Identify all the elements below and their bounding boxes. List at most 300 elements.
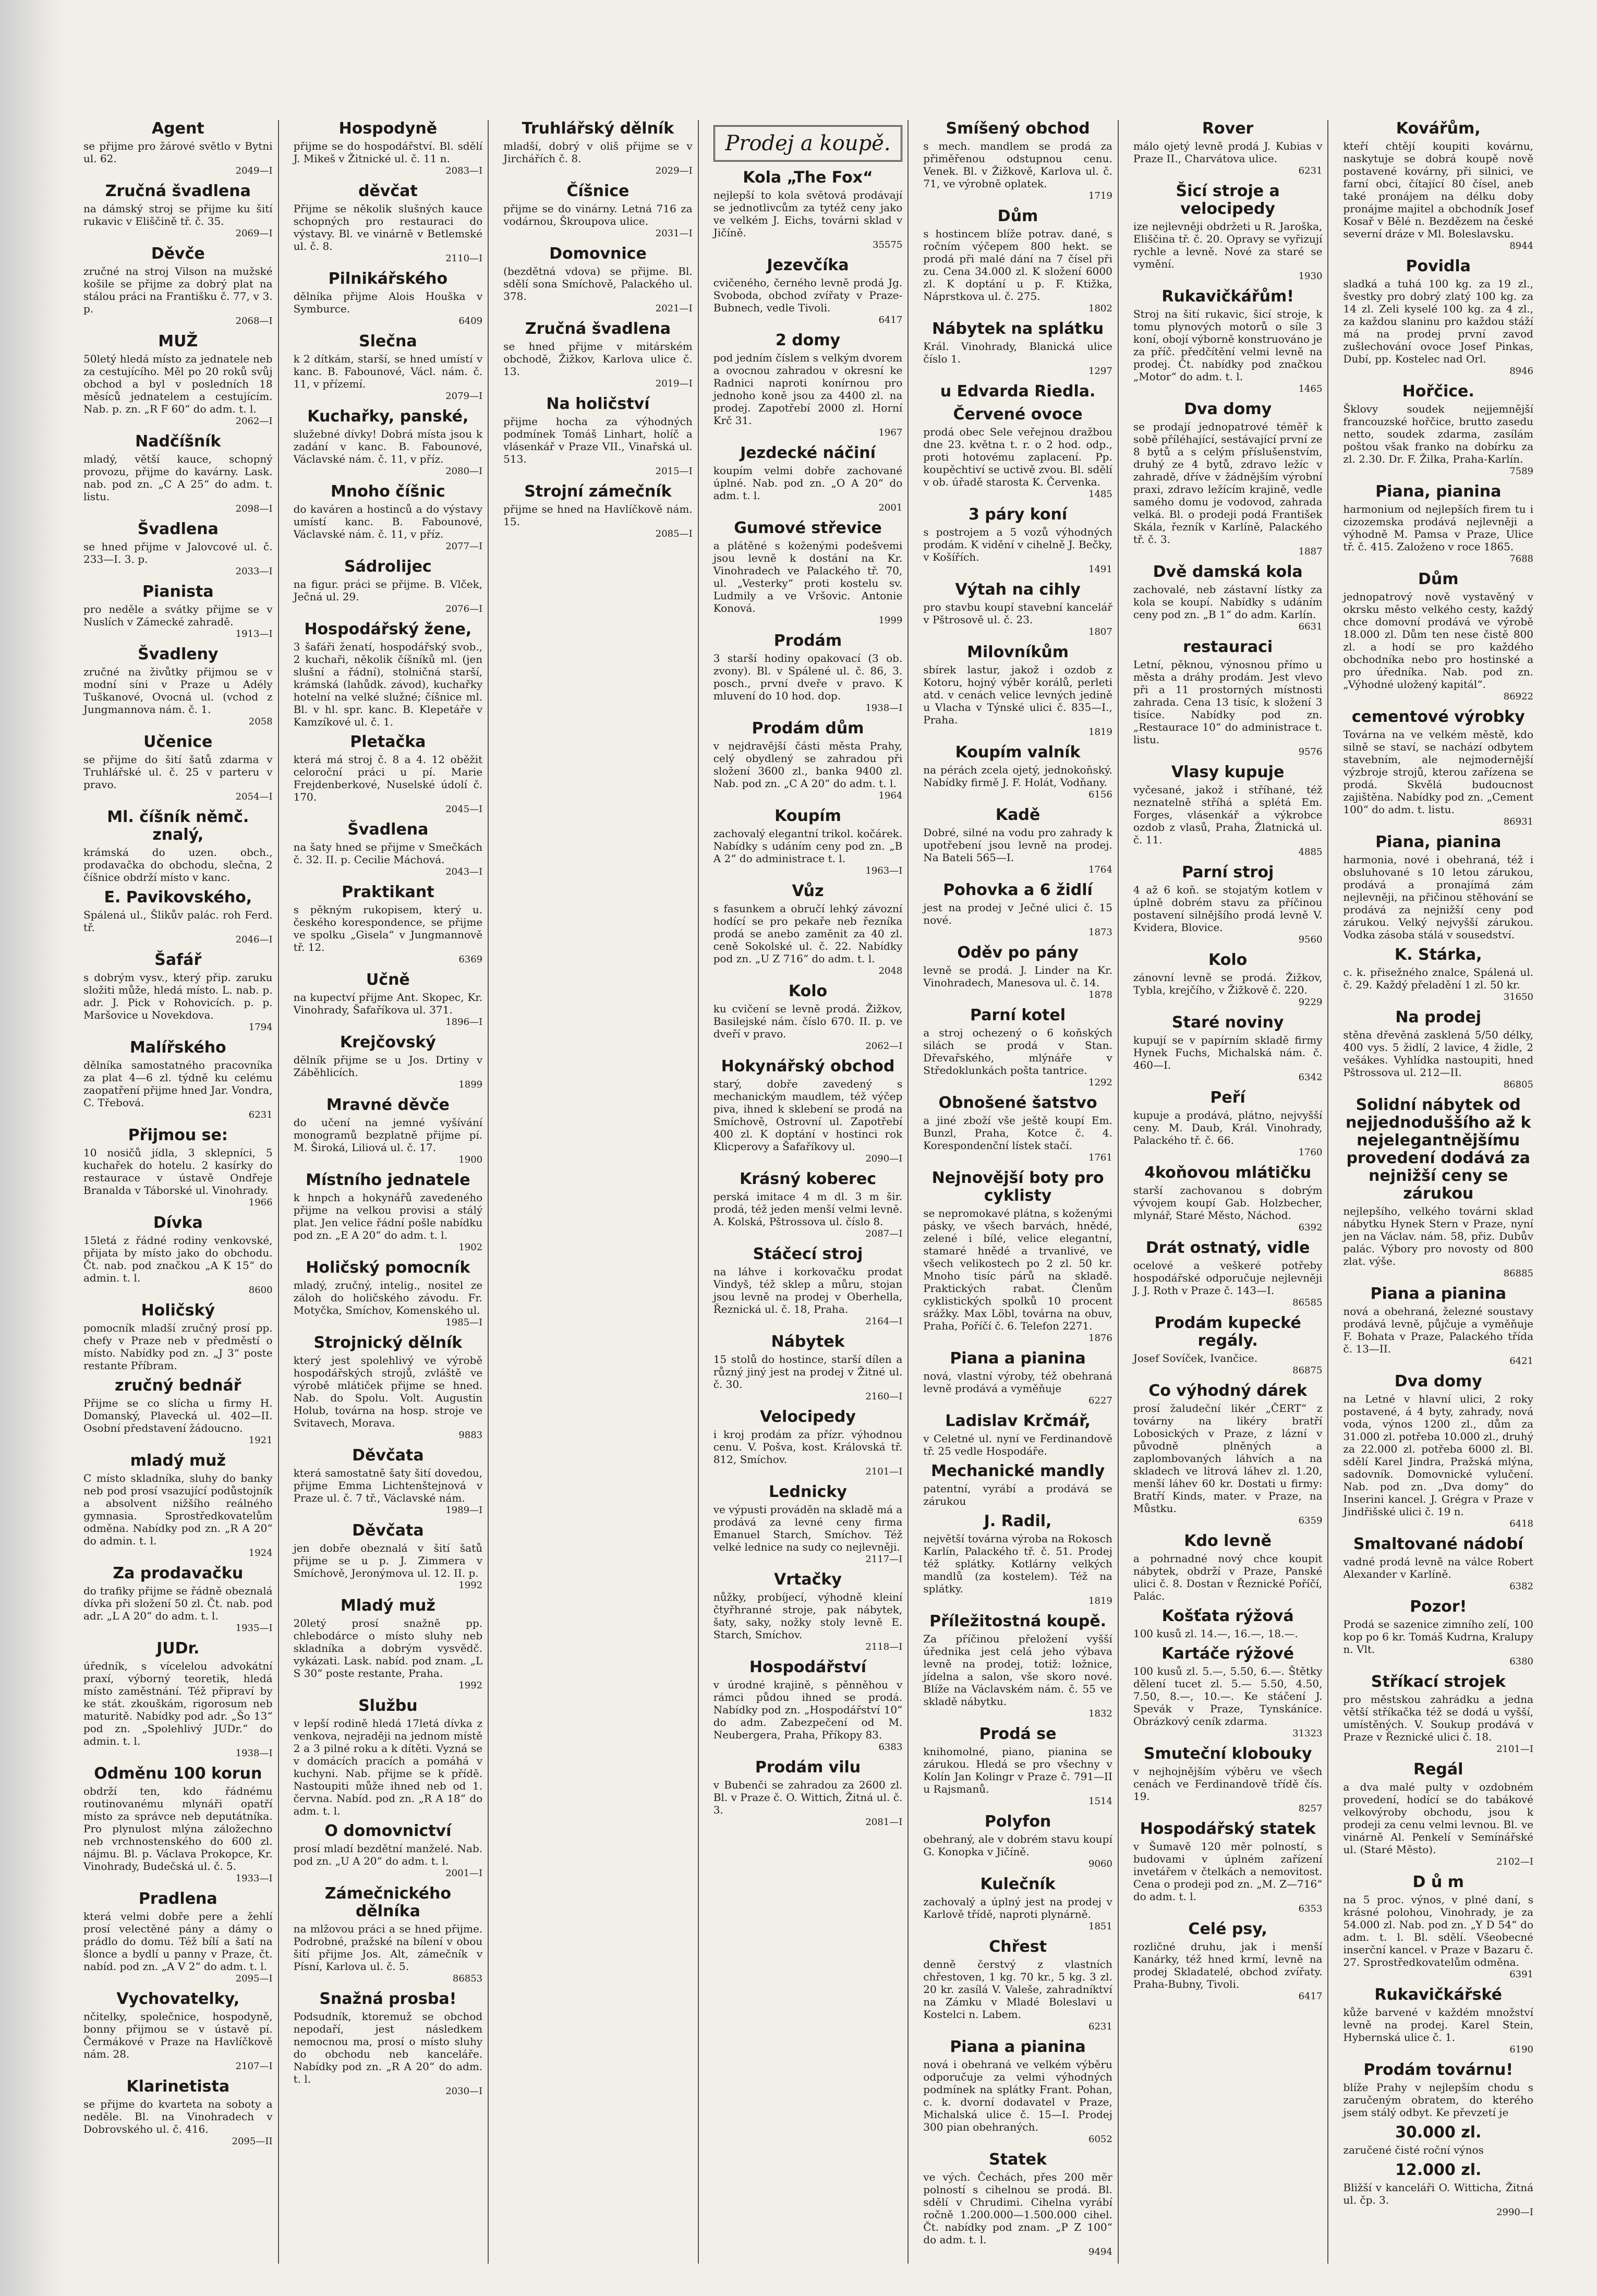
classified-ad (1133, 1645, 1323, 1740)
ad-headline: Koupím (775, 807, 841, 825)
scan-edge (0, 0, 63, 2296)
ad-headline: Pilnikářského (328, 270, 448, 288)
ad-reference-number: 2021—I (655, 303, 693, 314)
classified-ad (294, 884, 483, 966)
ad-body: nejlepší to kola světová prodávají se jednotlivcům za tytéž ceny jako ve velkém J. Eichs, továrni sklad v Jičíně. (713, 189, 903, 239)
ad-headline: Pohovka a 6 židlí (943, 881, 1093, 899)
ad-reference-number: 1719 (1088, 190, 1112, 201)
ad-headline: Vůz (792, 882, 824, 900)
ad-headline: Agent (151, 119, 204, 138)
column-6 (1128, 120, 1329, 2264)
ad-headline: Hospodyně (338, 119, 438, 138)
ad-reference-number: 1760 (1298, 1147, 1323, 1158)
column-5 (918, 120, 1119, 2264)
ad-reference-number: 1764 (1088, 864, 1112, 875)
ad-body: dělníka přijme Alois Houška v Symburce. (293, 290, 483, 315)
ad-reference-number: 2033—I (235, 566, 273, 577)
ad-body: Letní, pěknou, výnosnou přímo u města a dráhy prodám. Jest vlevo při a 11 prostorných místnosti zahrada. Cena 13 tisíc, k složení 3 tisíce. Nabídky pod zn. „Restaurace 10“ do administrace t. listu. (1133, 658, 1323, 746)
ad-headline: Šafář (154, 951, 202, 969)
ad-body: v nejhojnějším výběru ve všech cenách ve Ferdinandově třídě čís. 19. (1133, 1765, 1323, 1803)
column-4 (708, 120, 909, 2264)
classified-ad (294, 333, 483, 403)
ad-body: obdrží ten, kdo řádnému routinovanému mlynáři opatří místo za správce neb deputátníka. Pro plynulost mlýna záložechno neb vrchnostenského do 600 zl. nájmu. Bl. p. Václava Prokopce, Kr. Vinohrady, Budečská ul. č. 5. (83, 1785, 273, 1872)
classified-ad (713, 883, 903, 977)
ad-headline: zručný bednář (115, 1376, 241, 1395)
ad-body: nová i obehraná ve velkém výběru odporučuje za velmi výhodných podmínek na splátky Frant. Pohan, c. k. dvorní dodavatel v Praze, Michalská ulice č. 15—I. Prodej 300 pian obehraných. (923, 2058, 1112, 2133)
ad-headline: Ladislav Krčmář, (945, 1412, 1091, 1430)
ad-headline: Truhlářský dělník (522, 119, 674, 138)
classified-ad (1343, 1986, 1533, 2056)
ad-headline: restauraci (1183, 638, 1273, 656)
ad-body: která velmi dobře pere a žehlí prosí velectěné pány a dámy o prádlo do domu. Též bílí a šatí na šlonce a bydlí u panny v Praze, čt. nabíd. pod zn. „A V 2“ do adm. t. l. (83, 1910, 273, 1973)
classified-ad (294, 821, 483, 878)
ad-reference-number: 1989—I (445, 1505, 483, 1516)
ad-reference-number: 1899 (458, 1079, 483, 1090)
classified-ad (923, 506, 1112, 576)
ad-reference-number: 1985—I (445, 1317, 483, 1328)
classified-ad (1133, 764, 1323, 859)
classified-ad (503, 483, 693, 540)
ad-reference-number: 1930 (1298, 271, 1323, 282)
classified-ad (923, 1725, 1112, 1808)
ad-headline: Milovníkům (967, 643, 1069, 661)
ad-body: 3 šafáři ženatí, hospodářský svob., 2 kuchaři, několik číšníků ml. (jen slušní a řádní), stolničná starší, krámská (lahůdk. závod), kuchařky hotelní na velké služné; číšnice ml. Bl. v hl. spr. kanc. B. Klepetáře v Kamzíkové ul. č. 1. (293, 641, 483, 728)
classified-ad (83, 1890, 273, 1985)
ad-headline: Šicí stroje a velocipedy (1176, 182, 1280, 218)
ad-headline: Učně (366, 971, 410, 989)
ad-reference-number: 1794 (248, 1022, 273, 1033)
classified-ad (83, 183, 273, 240)
classified-ad (1133, 183, 1323, 283)
ad-reference-number: 2046—I (235, 934, 273, 945)
classified-ad (923, 383, 1112, 401)
ad-headline: Kuchařky, panské, (307, 407, 469, 426)
classified-ad (83, 1039, 273, 1121)
ad-headline: Slečna (359, 332, 417, 351)
ad-reference-number: 2076—I (445, 603, 483, 614)
ad-body: v Bubenči se zahradou za 2600 zl. Bl. v Praze č. O. Wittich, Žitná ul. č. 3. (713, 1779, 903, 1816)
classified-ad (1343, 1373, 1533, 1530)
ad-headline: Domovnice (549, 245, 647, 263)
ad-reference-number: 1851 (1088, 1921, 1112, 1932)
ad-body: denně čerstvý z vlastních chřestoven, 1 kg. 70 kr., 5 kg. 3 zl. 20 kr. zasílá V. Valeše, zahradníktví na Zámku v Mladé Boleslavi u Kostelci n. Labem. (923, 1958, 1112, 2021)
ad-reference-number: 2090—I (865, 1153, 903, 1164)
ad-reference-number: 1807 (1088, 626, 1112, 637)
ad-headline: Dům (1418, 570, 1459, 588)
ad-headline: Košťata rýžová (1162, 1607, 1294, 1625)
ad-headline: Hospodářský žene, (304, 620, 472, 638)
ad-headline: Nadčíšník (135, 432, 221, 451)
classified-ad (83, 1565, 273, 1635)
ad-body: jen dobře obeznalá v šití šatů přijme se u p. J. Zimmera v Smíchově, Jeronýmova ul. 12. II. p. (293, 1542, 483, 1579)
ad-reference-number: 2043—I (445, 866, 483, 877)
ad-body: přijme se hned na Havlíčkově nám. 15. (503, 503, 693, 528)
ad-body: Šklovy soudek nejjemnější francouzské hořčice, brutto zasedu netto, soudek zdarma, zasílám poštou však franko na dobírku za zl. 2.30. Dr. F. Žilka, Praha-Karlín. (1343, 403, 1533, 465)
ad-headline: Kdo levně (1184, 1532, 1272, 1550)
classified-ad (923, 1813, 1112, 1870)
classified-ad (713, 983, 903, 1053)
classified-ad (83, 1127, 273, 1209)
ad-reference-number: 6382 (1509, 1581, 1533, 1592)
ad-body: zručné na živůtky přijmou se v modní síni v Praze u Adély Tuškanové, Ovocná ul. (vchod z Jungmannova nám. č. 1. (83, 666, 273, 716)
classified-ad (923, 944, 1112, 1001)
classified-ad (294, 1597, 483, 1692)
ad-headline: Piana a pianina (950, 1349, 1086, 1368)
classified-ad (83, 521, 273, 578)
ad-reference-number: 2019—I (655, 378, 693, 389)
ad-reference-number: 6392 (1298, 1222, 1323, 1233)
ad-body: pod jedním číslem s velkým dvorem a ovocnou zahradou v okresní ke Radnici naproti konírnou pro jednoho koně jsou za 4400 zl. na prodej. Zapotřebí 2000 zl. Horní Krč 31. (713, 352, 903, 427)
ad-reference-number: 4885 (1298, 847, 1323, 857)
classified-ad (503, 245, 693, 315)
ad-headline: Kulečník (980, 1875, 1056, 1893)
ad-body: kupují se v papírním skladě firmy Hynek Fuchs, Michalská nám. č. 460—I. (1133, 1034, 1323, 1071)
ad-body: Přijme se několik slušných kauce schopných pro restauraci do výstavy. Bl. ve vinárně v Betlemské ul. č. 8. (293, 202, 483, 252)
ad-reference-number: 1933—I (235, 1873, 273, 1884)
ad-reference-number: 2030—I (445, 2086, 483, 2097)
classified-ad (1133, 120, 1323, 177)
ad-body: jednopatrový nově vystavěný v okrsku město velkého cesty, každý chce domovní prodává ve výrobě 18.000 zl. Dům ten nese čistě 800 zl. a hodí se pro každého obchodníka nebo pro hostinské a pro úředníka. Nab. pod zn. „Výhodné uložený kapitál“. (1343, 590, 1533, 691)
ad-body: prodá obec Sele veřejnou dražbou dne 23. května t. r. o 2 hod. odp., proti hotovému zaplacení. Pp. koupěchtiví se uctivě zvou. Bl. sdělí v ob. úřadě starosta K. Červenka. (923, 426, 1112, 488)
classified-ad (713, 169, 903, 251)
classified-ad (923, 881, 1112, 939)
ad-headline: Dva domy (1394, 1372, 1482, 1391)
column-3 (498, 120, 699, 2264)
ad-headline: Piana a pianina (1370, 1285, 1506, 1303)
ad-body: 100 kusů zl. 14.—, 16.—, 18.—. (1133, 1627, 1298, 1640)
ad-reference-number: 8946 (1509, 366, 1533, 377)
ad-reference-number: 1999 (878, 615, 903, 626)
ad-reference-number: 2095—I (235, 1973, 273, 1984)
ad-headline: Pradlena (138, 1890, 217, 1908)
ad-body: pro městskou zahrádku a jedna větší stříkačka též se dodá u vyšší, umístěných. V. Soukup prodává v Praze v Řeznické ulici č. 18. (1343, 1693, 1533, 1743)
ad-headline: Dívka (153, 1214, 203, 1232)
ad-reference-number: 6380 (1509, 1656, 1533, 1667)
classified-ad (1133, 1014, 1323, 1084)
ad-body: a stroj ochezený o 6 koňských silách se prodá v Stan. Dřevařského, mlýnáře v Středoklunkách pošta tantrice. (923, 1026, 1112, 1077)
ad-reference-number: 1297 (1088, 366, 1112, 377)
classified-ad (294, 1885, 483, 1985)
ad-reference-number: 1292 (1088, 1077, 1112, 1088)
ad-headline: Smuteční klobouky (1143, 1745, 1312, 1763)
ad-headline: Klarinetista (126, 2077, 230, 2096)
classified-ad (1343, 1761, 1533, 1868)
ad-body: na figur. práci se přijme. B. Vlček, Ječná ul. 29. (293, 578, 483, 603)
ad-reference-number: 86585 (1292, 1297, 1323, 1308)
ad-reference-number: 2080—I (445, 466, 483, 477)
ad-headline: Vrtačky (774, 1570, 842, 1589)
ad-body: se přijme pro žárové světlo v Bytni ul. 62. (83, 140, 273, 165)
ad-body: s hostincem blíže potrav. dané, s ročním výčepem 800 hekt. se prodá při malé dání na 7 čísel při zu. Cena 34.000 zl. K složení 6000 zl. K doptání u p. F. Ktižka, Náprstkova ul. č. 275. (923, 227, 1112, 303)
ad-headline: Rukavičkářské (1374, 1986, 1503, 2004)
ad-headline: Smaltované nádobí (1353, 1535, 1523, 1553)
ad-headline: 2 domy (775, 331, 841, 349)
ad-reference-number: 2077—I (445, 541, 483, 552)
classified-ad (713, 257, 903, 327)
ad-reference-number: 9576 (1298, 746, 1323, 757)
ad-headline: Piana, pianina (1375, 833, 1502, 851)
classified-ad (713, 1659, 903, 1754)
classified-ad (83, 1990, 273, 2073)
ad-headline: Kolo (1208, 951, 1248, 969)
ad-headline: Vychovatelky, (116, 1990, 240, 2008)
ad-reference-number: 86875 (1292, 1365, 1323, 1376)
classified-ad (294, 558, 483, 615)
ad-headline: Hospodářský statek (1140, 1820, 1316, 1838)
ad-reference-number: 1924 (248, 1548, 273, 1558)
ad-body: na pérách zcela ojetý, jednokoňský. Nabídky firmě J. F. Holát, Vodňany. (923, 764, 1112, 789)
classified-ad (1133, 1382, 1323, 1527)
ad-body: harmonia, nové i obehraná, též i obsluhované s 10 letou zárukou, prodává a pronajímá zám nejlevněji, na přičinou stěhování se prodává za nejnižší ceny pod zárukou. Velký nejvyšší zárukou. Vodka zásoba stálá v sousedství. (1343, 853, 1533, 941)
ad-headline: Krejčovský (340, 1033, 436, 1052)
ad-body: harmonium od nejlepších firem tu i cizozemska prodává nejlevněji a výhodně M. Pamsa v Praze, Ulice tř. č. 415. Založeno v roce 1865. (1343, 503, 1533, 553)
ad-reference-number: 1938—I (235, 1748, 273, 1759)
ad-body: na šaty hned se přijme v Smečkách č. 32. II. p. Cecilie Máchová. (293, 841, 483, 866)
ad-headline: Prodám dům (752, 719, 864, 738)
ad-body: (bezdětná vdova) se přijme. Bl. sdělí sona Smíchově, Palackého ul. 378. (503, 265, 693, 303)
classified-ad (923, 1938, 1112, 2033)
ad-body: která má stroj č. 8 a 4. 12 oběžit celoroční práci u pí. Marie Frejdenberkové, Nuselské údolí č. 170. (293, 753, 483, 803)
classified-ad (83, 245, 273, 328)
ad-body: v Šumavě 120 měr polností, s budovami v úplném zařízení invetářem v čtelkách a nemovitost. Cena o prodeji pod zn. „M. Z—716“ do adm. t. l. (1133, 1840, 1323, 1903)
ad-body: pro neděle a svátky přijme se v Nuslích v Zámecké zahradě. (83, 603, 273, 628)
ad-body: s pěkným rukopisem, který u. českého korespondence, se přijme ve spolku „Gisela“ v Jungmannově tř. 12. (293, 903, 483, 953)
ad-headline: Malířského (129, 1038, 226, 1057)
classified-ad (294, 1990, 483, 2098)
classified-ad (294, 1447, 483, 1517)
classified-ad (83, 646, 273, 728)
classified-ad (83, 733, 273, 803)
classified-ad (1343, 1673, 1533, 1756)
ad-body: dělníka samostatného pracovníka za plat 4—6 zl. týdně ku celému zaopatření přijme hned Jar. Vondra, C. Třebová. (83, 1059, 273, 1109)
ad-reference-number: 9494 (1088, 2246, 1112, 2257)
ad-headline: Snažná prosba! (319, 1990, 457, 2008)
ad-body: Podsudník, ktoremuž se obchod nepodaří, jest následkem nemocnou ma, prosí o místo sluhy do obchodu neb kanceláře. Nabídky pod zn. „R A 20“ do adm. t. l. (293, 2010, 483, 2085)
ad-body: vyčesané, jakož i stříhané, též neznatelně stříhá a splétá Em. Forges, vlásenkář a výkrobce ozdob z vlasů, Praha, Žlatnická ul. č. 11. (1133, 783, 1323, 846)
ad-body: s mech. mandlem se prodá za přiměřenou odstupnou cenu. Venek. Bl. v Žižkově, Karlova ul. č. 71, ve výrobně oplatek. (923, 140, 1112, 190)
ad-headline: Statek (989, 2150, 1047, 2169)
ad-headline: Prodá se (979, 1725, 1057, 1743)
ad-headline: Přijmou se: (128, 1126, 228, 1144)
classified-ad (923, 1876, 1112, 1933)
ad-reference-number: 8944 (1509, 240, 1533, 251)
ad-reference-number: 1902 (458, 1242, 483, 1253)
ad-reference-number: 1967 (878, 427, 903, 438)
classified-ad (83, 1377, 273, 1447)
classified-ad (83, 889, 273, 946)
classified-ad (294, 408, 483, 478)
classified-ad (923, 644, 1112, 739)
classified-ad (1133, 951, 1323, 1009)
ad-headline: Strojnický dělník (313, 1334, 463, 1352)
ad-reference-number: 2079—I (445, 391, 483, 402)
classified-ad (294, 183, 483, 265)
classified-ad (1133, 1920, 1323, 2003)
ad-body: málo ojetý levně prodá J. Kubias v Praze II., Charvátova ulice. (1133, 140, 1323, 165)
ad-body: přijme hocha za výhodných podmínek Tomáš Linhart, holíč a vlásenkář v Praze VII., Vinařská ul. 513. (503, 415, 693, 465)
classified-ad (713, 1170, 903, 1240)
ad-reference-number: 7688 (1509, 553, 1533, 564)
ad-headline: Nejnovější boty pro cyklisty (931, 1169, 1104, 1205)
ad-headline: Obnošené šatstvo (938, 1094, 1097, 1112)
ad-body: koupím velmi dobře zachované úplné. Nab. pod zn. „O A 20“ do adm. t. l. (713, 464, 903, 502)
classified-ad (83, 433, 273, 515)
ad-body: s dobrým vysv., který přip. zaruku složiti může, hledá místo. L. nab. p. adr. J. Pick v Rohovicích. p. p. Maršovice u Novekdova. (83, 971, 273, 1021)
ad-reference-number: 6369 (458, 954, 483, 965)
ad-headline: Kola „The Fox“ (743, 168, 873, 187)
ad-reference-number: 1963—I (865, 865, 903, 876)
ad-headline: Hokynářský obchod (721, 1057, 895, 1076)
section-banner: Prodej a koupě. (713, 125, 903, 162)
ad-body: se hned přijme v mitárském obchodě, Žižkov, Karlova ulice č. 13. (503, 340, 693, 378)
classified-ad (294, 1096, 483, 1166)
ad-body: dělník přijme se u Jos. Drtiny v Záběhlicích. (293, 1054, 483, 1079)
ad-body: prosí žaludeční likér „ČERT“ z továrny na likéry bratří Lobosických v Praze, z lázní v původně plněných a zaplombovaných láhvích a na skladech ve litrová láhev zl. 1.20, menší láhev 60 kr. Dostati u firmy: Bratří Kinds, mater. v Praze, na Můstku. (1133, 1402, 1323, 1515)
ad-headline: Peří (1210, 1089, 1245, 1107)
ad-reference-number: 1491 (1088, 564, 1112, 575)
classified-ad (713, 720, 903, 802)
classified-ad (1343, 483, 1533, 565)
classified-ad (83, 583, 273, 641)
ad-reference-number: 6418 (1509, 1518, 1533, 1529)
ad-reference-number: 6190 (1509, 2044, 1533, 2055)
classified-ad (923, 1613, 1112, 1720)
ad-reference-number: 86922 (1503, 691, 1533, 702)
ad-body: do kaváren a hostinců a do výstavy umístí kanc. B. Fabounové, Václavské nám. č. 11, v příz. (293, 503, 483, 540)
ad-body: a plátěné s koženými podešvemi jsou levně k dostání na Kr. Vinohradech ve Palackého tř. 70, ul. „Vesterky“ proti kostelu sv. Ludmily a ve Vršovic. Antonie Konová. (713, 539, 903, 614)
ad-body: a pohrnadné nový chce koupit nábytek, obdrží v Praze, Panské ulici č. 8. Dostan v Řeznické Poříčí, Palác. (1133, 1552, 1323, 1602)
ad-headline: Gumové střevice (734, 519, 882, 537)
classified-ad (294, 621, 483, 728)
ad-reference-number: 1761 (1088, 1152, 1112, 1163)
ad-body: ve výpusti prováděn na skladě má a prodává za levné ceny firma Emanuel Starch, Smíchov. Též velké lednice na sudy co nejlevněji. (713, 1503, 903, 1553)
ad-body: prosí mladí bezdětní manželé. Nab. pod zn. „U A 20“ do adm. t. l. (293, 1842, 483, 1867)
ad-body: Přijme se co slícha u firmy H. Domanský, Plavecká ul. 402—II. Osobní představení žádoucno. (83, 1397, 273, 1434)
ad-reference-number: 2049—I (235, 165, 273, 176)
ad-reference-number: 2101—I (1496, 1744, 1533, 1755)
ad-reference-number: 1964 (878, 790, 903, 801)
ad-reference-number: 6359 (1298, 1515, 1323, 1526)
ad-body: cvičeného, černého levně prodá Jg. Svoboda, obchod zvířaty v Praze-Bubnech, vedle Tivoli. (713, 276, 903, 314)
classified-ad (1343, 2061, 1533, 2119)
ad-headline: Krásný koberec (739, 1170, 876, 1188)
classified-ad (713, 444, 903, 514)
ad-headline: Službu (358, 1697, 418, 1715)
classified-ad (923, 744, 1112, 801)
ad-headline: Stříkací strojek (1371, 1673, 1506, 1691)
ad-headline: Prodám kupecké regály. (1154, 1314, 1301, 1350)
classified-ad (713, 1483, 903, 1566)
ad-headline: Polyfon (984, 1812, 1051, 1831)
ad-body: c. k. přisežného znalce, Spálená ul. č. 29. Každý přeladění 1 zl. 50 kr. (1343, 966, 1533, 991)
ad-reference-number: 2068—I (235, 316, 273, 327)
classified-ad (1343, 833, 1533, 941)
ad-headline: Ml. číšník němč. znalý, (107, 808, 249, 844)
ad-body: rozličné druhu, jak i menší Kanárky, též hned krmí, levně na prodej Skladatelé, obchod zvířaty. Praha-Bubny, Tivoli. (1133, 1940, 1323, 1990)
column-7 (1338, 120, 1539, 2264)
classified-ad (1133, 1608, 1323, 1640)
ad-reference-number: 2164—I (865, 1316, 903, 1327)
classified-ad (1343, 1536, 1533, 1593)
ad-headline: Za prodavačku (113, 1564, 244, 1582)
ad-headline: Mechanické mandly (931, 1462, 1105, 1480)
ad-headline: Piana, pianina (1375, 482, 1502, 501)
ad-reference-number: 2085—I (655, 528, 693, 539)
ad-reference-number: 8600 (248, 1285, 273, 1296)
ad-body: Dobré, silné na vodu pro zahrady k upotřebení jsou levně na prodej. Na Bateli 565—I. (923, 826, 1112, 864)
ad-headline: Červené ovoce (953, 405, 1083, 424)
ad-reference-number: 7589 (1509, 466, 1533, 477)
ad-headline: Vlasy kupuje (1171, 763, 1285, 781)
ad-body: mladší, dobrý v oliš přijme se v Jirchářích č. 8. (503, 140, 693, 165)
classified-ad (1343, 946, 1533, 1004)
ad-reference-number: 6631 (1298, 621, 1323, 632)
ad-headline: Piana a pianina (950, 2038, 1086, 2056)
ad-reference-number: 1514 (1088, 1796, 1112, 1807)
ad-headline: Místního jednatele (306, 1171, 470, 1189)
ad-body: se přijme do kvarteta na soboty a neděle. Bl. na Vinohradech v Dobrovského ul. č. 416. (83, 2098, 273, 2135)
ad-body: 10 nosičů jídla, 3 sklepníci, 5 kuchařek do hotelu. 2 kasírky do restaurace v ústavě Ondřeje Branalda v Táborské ul. Vinohrady. (83, 1146, 273, 1197)
ad-body: která samostatně šaty šití dovedou, přijme Emma Lichtenštejnová v Praze ul. č. 7 tř., Václavské nám. (293, 1467, 483, 1504)
ad-body: na Letné v hlavní ulici, 2 roky postavené, á 4 byty, zahrady, nová voda, výnos 1200 zl., dům za 31.000 zl. potřeba 10.000 zl., druhý za 22.000 zl. potřeba 6000 zl. Bl. sdělí Karel Jindra, Pražská mlýna, sadovník. Domovnické vylučení. Nab. pod zn. „Dva domy“ do Inserini kancel. J. Grégra v Praze v Jindřišské ulici č. 19 n. (1343, 1393, 1533, 1518)
classified-ad (83, 1452, 273, 1560)
ad-reference-number: 2160—I (865, 1391, 903, 1402)
classified-ad (83, 951, 273, 1034)
ad-body: zručné na stroj Vilson na mužské košile se přijme za dobrý plat na stálou práci na Františku č. 77, v 3. p. (83, 265, 273, 315)
classified-ad (923, 406, 1112, 501)
ad-headline: Smíšený obchod (946, 119, 1090, 138)
ad-body: se přijme do šití šatů zdarma v Truhlářské ul. č. 25 v parteru v pravo. (83, 753, 273, 791)
ad-headline: Regál (1413, 1760, 1463, 1779)
classified-ad (83, 808, 273, 884)
classified-ad (713, 1333, 903, 1403)
ad-reference-number: 8257 (1298, 1803, 1323, 1814)
classifieds-page (78, 119, 1539, 2257)
ad-body: starý, dobře zavedený s mechanickým maudlem, též výčep piva, ihned k sklebení se prodá na Smíchově, Ostrovní ul. Zapotřebí 400 zl. K doptání v hostinci rok Klicperovy a Šafaříkovy ul. (713, 1078, 903, 1153)
ad-headline: Rukavičkářům! (1162, 287, 1294, 306)
ad-reference-number: 86805 (1503, 1079, 1533, 1090)
classified-ad (1343, 1009, 1533, 1091)
ad-reference-number: 1873 (1088, 927, 1112, 938)
ad-body: se hned přijme v Jalovcové ul. č. 233—I. 3. p. (83, 540, 273, 565)
ad-body: 4 až 6 koň. se stojatým kotlem v úplně dobrém stavu za příčinou postavení silnějšího prodá levně V. Kvidera, Blovice. (1133, 884, 1323, 934)
ad-body: jest na prodej v Ječné ulici č. 15 nové. (923, 901, 1112, 926)
ad-reference-number: 86885 (1503, 1268, 1533, 1279)
classified-ad (1343, 2124, 1533, 2156)
ad-headline: Parní stroj (1182, 863, 1274, 881)
classified-ad (923, 2038, 1112, 2146)
ad-reference-number: 1896—I (445, 1017, 483, 1028)
ad-reference-number: 6052 (1088, 2134, 1112, 2145)
ad-reference-number: 1887 (1298, 546, 1323, 557)
ad-body: který jest spolehlivý ve výrobě hospodářských strojů, zvláště ve výrobě mlátiček přijme se hned. Nab. do Spolu. Volt. Augustin Holub, továrna na hosp. stroje ve Svitavech, Morava. (293, 1354, 483, 1429)
classified-ad (83, 1640, 273, 1760)
ad-headline: Solidní nábytek od nejjednoduššího až k nejelegantnějšímu provedení dodává za nejnižší ceny se zárukou (1346, 1096, 1531, 1203)
classified-ad (1343, 708, 1533, 828)
ad-headline: Na prodej (1395, 1008, 1482, 1026)
ad-body: se prodají jednopatrové téměř k sobě příléhající, sestávající první ze 8 bytů a s celým příslušenstvím, druhý ze 4 bytů, zdravo ležíc v zahradě, dříve v žádnějším výrobní praxi, zdravo ležícím krajině, vedle samého domu je vodovod, zahrada velká. Bl. o prodeji podá František Skála, řezník v Karlíně, Palackého tř. č. 3. (1133, 420, 1323, 546)
ad-reference-number: 6417 (1298, 1991, 1323, 2002)
ad-headline: Praktikant (342, 883, 434, 901)
classified-ad (1343, 258, 1533, 378)
ad-body: sbírek lastur, jakož i ozdob z Kotoru, hojný výběr korálů, perleti atd. v cenách velice levných jedině u Vlacha v Týnské ulici č. 835—I., Praha. (923, 663, 1112, 726)
ad-body: úředník, s vícelelou advokátní praxí, výborný teoretik, hledá místo zaměstnání. Též připraví by ke stát. zkouškám, rigorosum neb maturitě. Nabídky pod adr. „Šo 13“ pod zn. „Spolehlivý JUDr.“ do admin. t. l. (83, 1660, 273, 1747)
ad-headline: děvčat (358, 182, 418, 200)
ad-reference-number: 2101—I (865, 1466, 903, 1477)
ad-body: 3 starší hodiny opakovací (3 ob. zvony). Bl. v Spálené ul. č. 86, 3. posch., první dveře v pravo. K mluvení do 10 hod. dop. (713, 652, 903, 702)
classified-ad (1133, 1532, 1323, 1602)
ad-reference-number: 2107—I (235, 2061, 273, 2072)
